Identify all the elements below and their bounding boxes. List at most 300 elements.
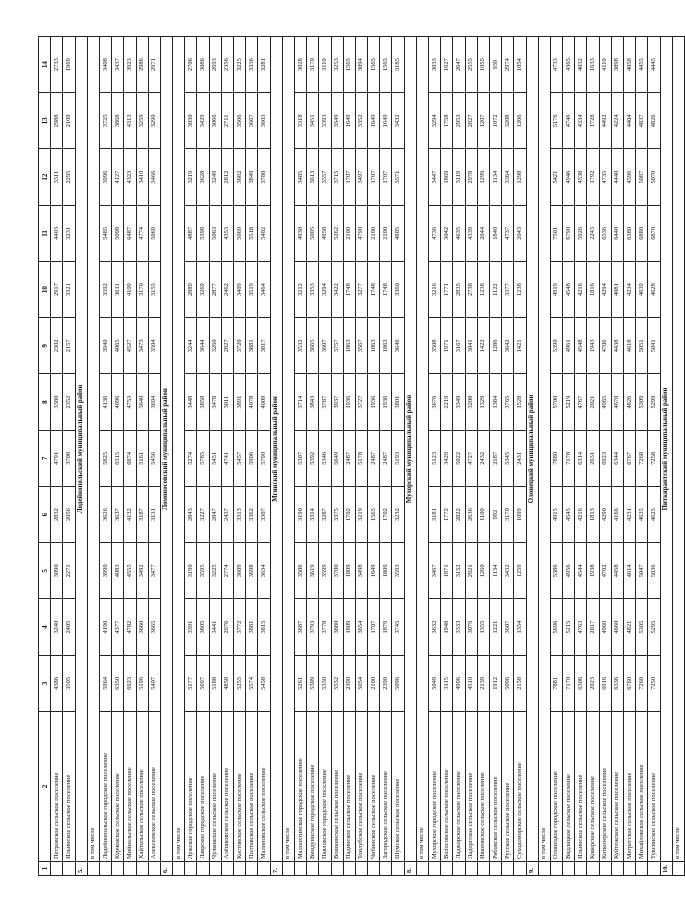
value-cell: 2356 [221, 37, 233, 93]
value-cell: 3360 [392, 262, 404, 318]
value-cell: 3249 [209, 149, 221, 205]
table-row [307, 37, 319, 876]
value-cell: 3432 [392, 93, 404, 149]
settlement-name: Волосовское сельское поселение [441, 712, 453, 862]
value-cell: 3131 [148, 487, 160, 543]
district-row [404, 37, 416, 876]
settlement-name: Алёшковское сельское поселение [221, 712, 233, 862]
value-cell: 2835 [453, 262, 465, 318]
value-cell: 1055 [477, 37, 489, 93]
settlement-name: Виндуинское городское поселение [307, 712, 319, 862]
value-cell: 3923 [124, 37, 136, 93]
value-cell: 3780 [258, 149, 270, 205]
value-cell: 1707 [368, 599, 380, 655]
value-cell: 5696 [550, 599, 562, 655]
value-cell: 4538 [575, 149, 587, 205]
table-row [112, 37, 124, 876]
settlement-name: Русское сельское поселение [502, 712, 514, 862]
subheader-label: в том числе [672, 37, 684, 862]
value-cell: 1809 [380, 543, 392, 599]
value-cell: 4618 [624, 318, 636, 374]
value-cell: 3637 [112, 487, 124, 543]
value-cell: 6923 [599, 430, 611, 486]
value-cell: 5070 [648, 149, 660, 205]
value-cell: 5299 [648, 374, 660, 430]
value-cell: 4290 [599, 487, 611, 543]
value-cell: 4965 [599, 374, 611, 430]
value-cell: 2109 [63, 93, 75, 149]
value-cell: 5392 [307, 430, 319, 486]
value-cell: 5451 [209, 430, 221, 486]
value-cell: 4127 [112, 149, 124, 205]
value-cell: 3042 [441, 205, 453, 261]
settlement-name: Мийнальское сельское поселение [124, 712, 136, 862]
table-row [648, 37, 660, 876]
value-cell: 5161 [136, 430, 148, 486]
value-cell: 3408 [99, 37, 111, 93]
value-cell: 1122 [489, 262, 501, 318]
value-cell: 4527 [124, 318, 136, 374]
row-index-cell [599, 862, 611, 876]
value-cell: 1702 [380, 487, 392, 543]
value-cell: 4545 [563, 487, 575, 543]
value-cell: 4065 [112, 318, 124, 374]
row-index-cell [112, 862, 124, 876]
district-row [270, 37, 282, 876]
value-cell: 7881 [550, 655, 562, 711]
value-cell: 4736 [429, 205, 441, 261]
value-cell: 1748 [368, 262, 380, 318]
header-cell: 12 [39, 149, 51, 205]
value-cell: 2302 [51, 318, 63, 374]
value-cell: 3937 [331, 374, 343, 430]
value-cell: 4440 [611, 149, 623, 205]
value-cell: 2555 [465, 37, 477, 93]
value-cell: 2974 [502, 37, 514, 93]
value-cell: 1863 [343, 318, 355, 374]
value-cell: 3687 [294, 599, 306, 655]
value-cell: 4445 [648, 37, 660, 93]
value-cell: 3508 [429, 318, 441, 374]
settlement-name: Рябовское сельское поселение [489, 712, 501, 862]
value-cell: 3208 [465, 374, 477, 430]
value-cell: 5098 [112, 205, 124, 261]
value-cell: 3700 [331, 543, 343, 599]
value-cell: 3996 [99, 149, 111, 205]
table-row [258, 37, 270, 876]
settlement-name: Лужское городское поселение [185, 712, 197, 862]
value-cell: 1286 [489, 318, 501, 374]
value-cell: 5309 [636, 374, 648, 430]
value-cell: 3667 [246, 93, 258, 149]
value-cell: 2100 [380, 205, 392, 261]
value-cell: 3321 [63, 262, 75, 318]
value-cell: 5051 [636, 318, 648, 374]
value-cell: 3634 [258, 543, 270, 599]
header-cell: 6 [39, 487, 51, 543]
value-cell: 2693 [209, 37, 221, 93]
header-cell: 14 [39, 37, 51, 93]
value-cell: 2431 [514, 430, 526, 486]
value-cell: 5193 [392, 430, 404, 486]
value-cell: 4365 [563, 37, 575, 93]
row-index-cell [246, 862, 258, 876]
table-body [39, 37, 685, 876]
row-index-cell [173, 862, 185, 876]
value-cell: 3505 [63, 655, 75, 711]
value-cell: 4009 [258, 374, 270, 430]
value-cell: 3990 [99, 543, 111, 599]
value-cell: 3170 [136, 262, 148, 318]
table-row [221, 37, 233, 876]
value-cell: 1298 [514, 149, 526, 205]
value-cell: 6923 [124, 655, 136, 711]
value-cell: 3240 [51, 599, 63, 655]
value-cell: 1259 [514, 543, 526, 599]
table-row [380, 37, 392, 876]
subheader-row [173, 37, 185, 876]
value-cell: 1422 [477, 318, 489, 374]
value-cell: 3094 [355, 37, 367, 93]
value-cell: 3269 [197, 262, 209, 318]
value-cell: 5458 [258, 655, 270, 711]
value-cell: 5036 [648, 543, 660, 599]
settlement-name: Курчевское сельское поселение [112, 712, 124, 862]
value-cell: 3190 [185, 543, 197, 599]
header-cell: 5 [39, 543, 51, 599]
settlement-name: Лодейнопольское городское поселение [99, 712, 111, 862]
value-cell: 3110 [319, 37, 331, 93]
value-cell: 4639 [636, 262, 648, 318]
value-cell: 5649 [331, 430, 343, 486]
value-cell: 3644 [197, 318, 209, 374]
subheader-row [672, 37, 684, 876]
value-cell: 3715 [331, 149, 343, 205]
value-cell: 4887 [185, 205, 197, 261]
row-index-cell [331, 862, 343, 876]
row-index-cell [136, 862, 148, 876]
value-cell: 5063 [209, 205, 221, 261]
value-cell: 5069 [148, 205, 160, 261]
value-cell: 3041 [465, 318, 477, 374]
value-cell: 5906 [246, 430, 258, 486]
settlement-name: Видлицкое сельское поселение [563, 712, 575, 862]
district-row [75, 37, 87, 876]
value-cell: 3447 [429, 149, 441, 205]
value-cell: 1221 [489, 599, 501, 655]
value-cell: 4919 [550, 262, 562, 318]
value-cell: 3571 [392, 149, 404, 205]
value-cell: 3599 [319, 543, 331, 599]
value-cell: 2487 [368, 430, 380, 486]
value-cell: 5402 [258, 205, 270, 261]
value-cell: 2100 [343, 205, 355, 261]
value-cell: 3422 [331, 262, 343, 318]
table-row [502, 37, 514, 876]
value-cell: 1871 [441, 543, 453, 599]
value-cell: 4110 [599, 37, 611, 93]
settlement-name: Чулковское сельское поселение [209, 712, 221, 862]
value-cell: 5456 [148, 430, 160, 486]
value-cell: 2971 [148, 37, 160, 93]
value-cell: 2847 [209, 487, 221, 543]
value-cell: 7258 [648, 430, 660, 486]
value-cell: 3772 [234, 599, 246, 655]
value-cell: 1565 [343, 37, 355, 93]
value-cell: 2706 [185, 37, 197, 93]
table-row [550, 37, 562, 876]
subheader-row [282, 37, 294, 876]
value-cell: 6760 [624, 655, 636, 711]
row-index-cell [307, 862, 319, 876]
settlement-name: Михайловское сельское поселение [636, 712, 648, 862]
row-index-cell [87, 862, 99, 876]
value-cell: 4741 [221, 430, 233, 486]
table-row [575, 37, 587, 876]
value-cell: 3190 [294, 487, 306, 543]
value-cell: 2462 [221, 262, 233, 318]
row-index-cell [611, 862, 623, 876]
value-cell: 3642 [502, 318, 514, 374]
settlement-name: Костовское сельское поселение [234, 712, 246, 862]
value-cell: 6790 [563, 205, 575, 261]
table-row [514, 37, 526, 876]
value-cell: 4774 [136, 205, 148, 261]
value-cell: 5345 [502, 430, 514, 486]
value-cell: 3817 [258, 318, 270, 374]
value-cell: 3227 [197, 487, 209, 543]
row-index-cell [636, 862, 648, 876]
value-cell: 3793 [307, 599, 319, 655]
value-cell: 3619 [307, 543, 319, 599]
value-cell: 2889 [185, 262, 197, 318]
row-index-cell [63, 862, 75, 876]
value-cell: 1299 [477, 149, 489, 205]
value-cell: 4455 [636, 37, 648, 93]
table-row [477, 37, 489, 876]
value-cell: 3281 [258, 37, 270, 93]
value-cell: 6874 [124, 430, 136, 486]
value-cell: 5330 [319, 655, 331, 711]
value-cell: 2056 [63, 487, 75, 543]
value-cell: 4492 [599, 93, 611, 149]
value-cell: 3898 [611, 37, 623, 93]
row-index-cell [477, 862, 489, 876]
value-cell: 1707 [380, 149, 392, 205]
rotated-table-wrapper [38, 36, 682, 876]
value-cell: 2631 [587, 430, 599, 486]
value-cell: 3628 [197, 149, 209, 205]
value-cell: 3225 [209, 543, 221, 599]
value-cell: 4234 [624, 262, 636, 318]
value-cell: 3698 [246, 543, 258, 599]
value-cell: 5096 [392, 655, 404, 711]
table-row [587, 37, 599, 876]
value-cell: 3881 [246, 318, 258, 374]
value-cell: 3805 [197, 599, 209, 655]
value-cell: 939 [489, 37, 501, 93]
value-cell: 3090 [51, 543, 63, 599]
value-cell: 4821 [624, 599, 636, 655]
value-cell: 3409 [234, 262, 246, 318]
value-cell: 1134 [489, 149, 501, 205]
subheader-row [538, 37, 550, 876]
value-cell: 1936 [343, 374, 355, 430]
value-cell: 1809 [343, 543, 355, 599]
value-cell: 2953 [453, 93, 465, 149]
row-index-cell [672, 862, 684, 876]
row-index-cell [209, 862, 221, 876]
value-cell: 3665 [148, 599, 160, 655]
settlement-name: Мухорское городское поселение [429, 712, 441, 862]
value-cell: 7170 [563, 655, 575, 711]
value-cell: 1384 [489, 374, 501, 430]
value-cell: 4946 [563, 149, 575, 205]
value-cell: 1869 [441, 149, 453, 205]
value-cell: 3119 [453, 149, 465, 205]
value-cell: 3364 [502, 149, 514, 205]
value-cell: 4737 [502, 205, 514, 261]
value-cell: 4625 [648, 487, 660, 543]
value-cell: 2487 [343, 430, 355, 486]
value-cell: 3473 [136, 318, 148, 374]
value-cell: 6880 [636, 205, 648, 261]
value-cell: 2219 [441, 374, 453, 430]
settlement-name: Мегрегское сельское поселение [624, 712, 636, 862]
value-cell: 1938 [587, 543, 599, 599]
value-cell: 2405 [63, 599, 75, 655]
header-cell: 2 [39, 712, 51, 862]
row-index-cell [355, 862, 367, 876]
value-cell: 3843 [307, 374, 319, 430]
value-cell: 3607 [319, 318, 331, 374]
district-name: Мухорский муниципальный район [404, 37, 416, 862]
value-cell: 4805 [392, 205, 404, 261]
row-index-cell [465, 862, 477, 876]
value-cell: 2976 [221, 599, 233, 655]
value-cell: 1054 [514, 37, 526, 93]
value-cell: 4915 [550, 487, 562, 543]
value-cell: 4058 [624, 37, 636, 93]
value-cell: 6315 [112, 430, 124, 486]
value-cell: 1238 [477, 262, 489, 318]
value-cell: 4231 [624, 487, 636, 543]
value-cell: 6344 [611, 430, 623, 486]
value-cell: 3868 [112, 93, 124, 149]
table-row [136, 37, 148, 876]
value-cell: 3464 [258, 262, 270, 318]
value-cell: 3115 [441, 655, 453, 711]
value-cell: 2988 [51, 93, 63, 149]
header-cell: 8 [39, 374, 51, 430]
value-cell: 4323 [124, 149, 136, 205]
value-cell: 3549 [331, 93, 343, 149]
district-row [660, 37, 672, 876]
value-cell: 3757 [331, 318, 343, 374]
value-cell: 5274 [185, 430, 197, 486]
value-cell: 4032 [575, 37, 587, 93]
row-index-cell [489, 862, 501, 876]
row-index-cell [502, 862, 514, 876]
value-cell: 3253 [331, 37, 343, 93]
value-cell: 2158 [514, 655, 526, 711]
value-cell: 1771 [441, 262, 453, 318]
value-cell: 3567 [355, 318, 367, 374]
value-cell: 4763 [575, 599, 587, 655]
value-cell: 4826 [624, 374, 636, 430]
value-cell: 3714 [294, 374, 306, 430]
value-cell: 3451 [307, 93, 319, 149]
value-cell: 4791 [51, 430, 63, 486]
value-cell: 6380 [624, 205, 636, 261]
value-cell: 3244 [185, 318, 197, 374]
district-index: 5. [75, 862, 87, 876]
value-cell: 2157 [63, 318, 75, 374]
settlement-name: Коверское сельское поселение [587, 712, 599, 862]
value-cell: 4438 [611, 318, 623, 374]
value-cell: 2139 [477, 655, 489, 711]
value-cell: 3477 [148, 543, 160, 599]
value-cell: 5790 [258, 430, 270, 486]
value-cell: 1355 [477, 599, 489, 655]
value-cell: 3030 [185, 93, 197, 149]
row-index-cell [429, 862, 441, 876]
value-cell: 2023 [587, 655, 599, 711]
value-cell: 3694 [148, 374, 160, 430]
value-cell: 4702 [599, 543, 611, 599]
value-cell: 3603 [258, 93, 270, 149]
settlement-name: Падинское сельское поселение [343, 712, 355, 862]
row-index-cell [575, 862, 587, 876]
row-index-cell [648, 862, 660, 876]
value-cell: 2978 [465, 149, 477, 205]
value-cell: 4403 [51, 205, 63, 261]
document-page [38, 36, 682, 876]
table-row [331, 37, 343, 876]
table-row [209, 37, 221, 876]
value-cell: 3492 [136, 543, 148, 599]
value-cell: 2295 [63, 149, 75, 205]
value-cell: 2827 [221, 318, 233, 374]
value-cell: 2647 [453, 37, 465, 93]
value-cell: 3880 [331, 599, 343, 655]
row-index-cell [124, 862, 136, 876]
settlement-name: Ладоргское сельское поселение [465, 712, 477, 862]
value-cell: 2827 [465, 93, 477, 149]
value-cell: 1912 [489, 655, 501, 711]
value-cell: 4458 [611, 543, 623, 599]
table-row [234, 37, 246, 876]
value-cell: 3231 [63, 205, 75, 261]
value-cell: 4166 [611, 487, 623, 543]
value-cell: 1863 [380, 318, 392, 374]
settlement-name: Тонлубское сельское поселение [355, 712, 367, 862]
header-row [39, 37, 51, 876]
value-cell: 3208 [502, 93, 514, 149]
subheader-label: в том числе [538, 37, 550, 862]
value-cell: 3313 [234, 487, 246, 543]
value-cell: 3519 [246, 262, 258, 318]
value-cell: 7260 [636, 655, 648, 711]
value-cell: 3437 [112, 37, 124, 93]
value-cell: 5457 [234, 430, 246, 486]
settlement-name: Вошкинское сельское поселение [331, 712, 343, 862]
value-cell: 3432 [502, 543, 514, 599]
value-cell: 4826 [648, 93, 660, 149]
value-cell: 5176 [550, 93, 562, 149]
value-cell: 3801 [392, 374, 404, 430]
value-cell: 4548 [575, 318, 587, 374]
